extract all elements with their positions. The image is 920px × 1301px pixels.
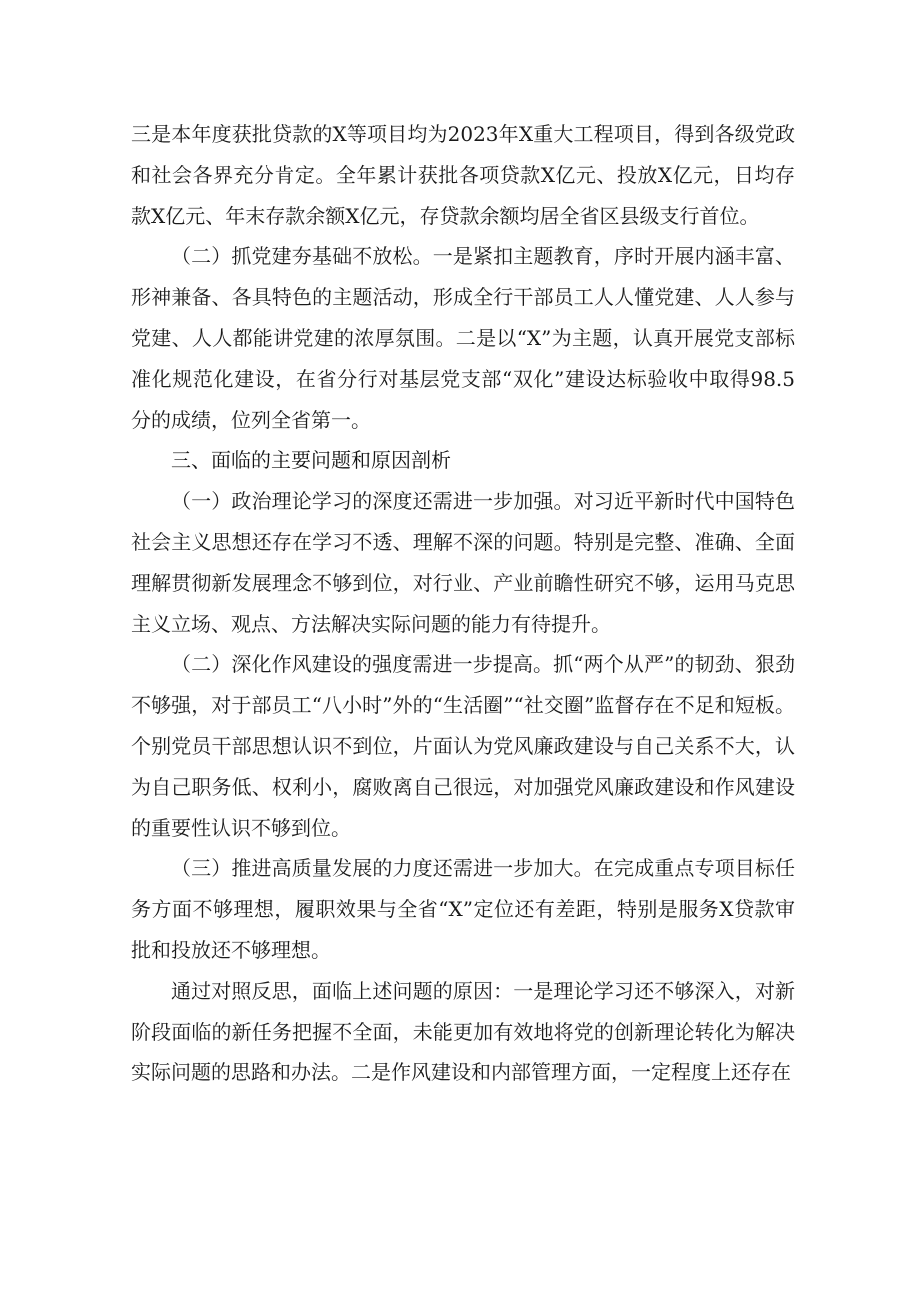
section-heading-problems: 三、面临的主要问题和原因剖析 [171,448,451,473]
paragraph-work-style: （二）深化作风建设的强度需进一步提高。抓“两个从严”的韧劲、狠劲不够强，对于部员工“八小时”外的“生活圈”“社交圈”监督存在不足和短板。个别党员干部思想认识不到位，片面认为党风廉政建设与自己关系不大，认为自己职务低、权利小，腐败离自己很远，对加强党风廉政建设和作风建设的重要性认识不够到位。 [131,652,795,840]
document-body [131,114,795,1093]
paragraph-root-causes: 通过对照反思，面临上述问题的原因：一是理论学习还不够深入，对新阶段面临的新任务把握不全面，未能更加有效地将党的创新理论转化为解决实际问题的思路和办法。二是作风建设和内部管理方面，一定程度上还存在 [131,978,795,1085]
paragraph-loan-achievements: 三是本年度获批贷款的X等项目均为2023年X重大工程项目，得到各级党政和社会各界充分肯定。全年累计获批各项贷款X亿元、投放X亿元，日均存款X亿元、年末存款余额X亿元，存贷款余额均居全省区县级支行首位。 [131,122,795,228]
paragraph-high-quality-development: （三）推进高质量发展的力度还需进一步加大。在完成重点专项目标任务方面不够理想，履职效果与全省“X”定位还有差距，特别是服务X贷款审批和投放还不够理想。 [131,856,795,962]
paragraph-theory-study: （一）政治理论学习的深度还需进一步加强。对习近平新时代中国特色社会主义思想还存在学习不透、理解不深的问题。特别是完整、准确、全面理解贯彻新发展理念不够到位，对行业、产业前瞻性研究不够，运用马克思主义立场、观点、方法解决实际问题的能力有待提升。 [131,489,795,636]
paragraph-party-building: （二）抓党建夯基础不放松。一是紧扣主题教育，序时开展内涵丰富、形神兼备、各具特色的主题活动，形成全行干部员工人人懂党建、人人参与党建、人人都能讲党建的浓厚氛围。二是以“X”为主题，认真开展党支部标准化规范化建设，在省分行对基层党支部“双化”建设达标验收中取得98.5分的成绩，位列全省第一。 [131,244,795,432]
